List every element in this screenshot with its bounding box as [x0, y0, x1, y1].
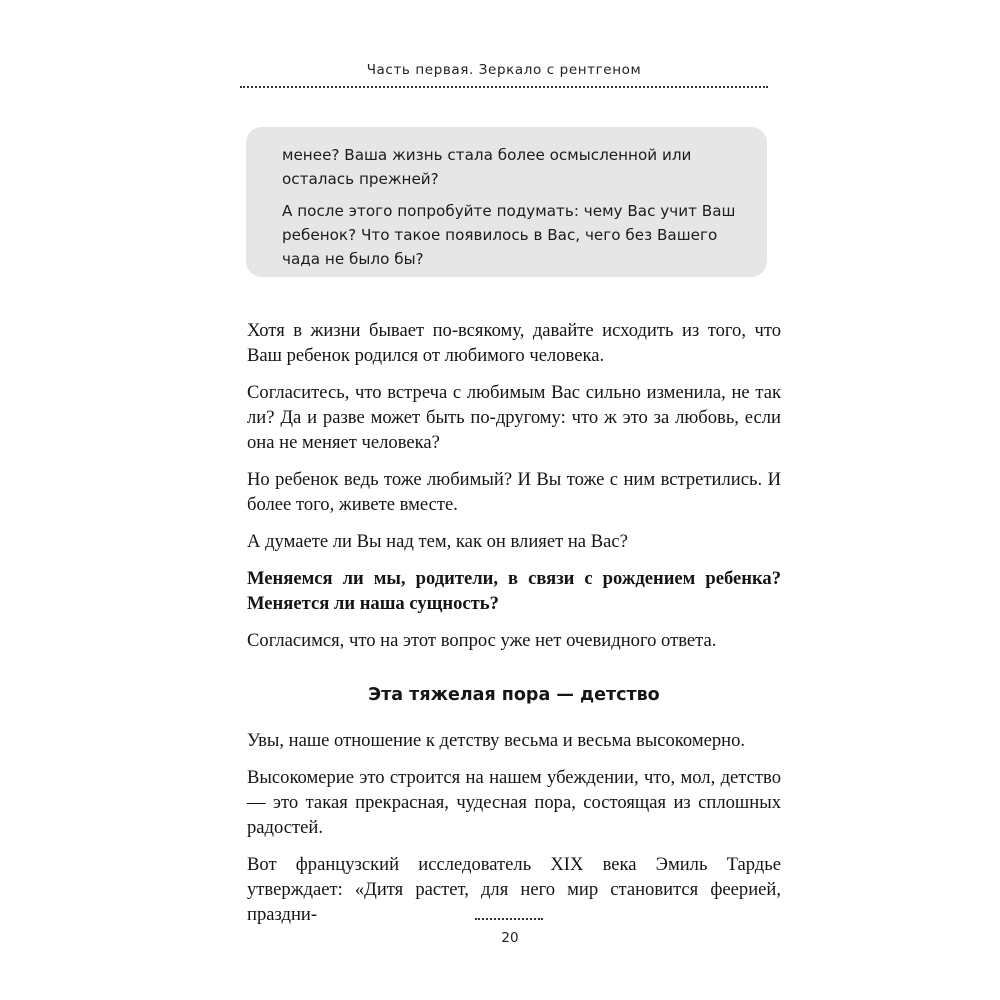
callout-box: [246, 127, 767, 277]
body-paragraph: Вот французский исследователь XIX века Эмиль Тардье утверждает: «Дитя растет, для него мир становится феерией, праздни-: [247, 854, 781, 925]
body-paragraph: Но ребенок ведь тоже любимый? И Вы тоже с ним встретились. И более того, живете вместе.: [247, 469, 781, 515]
page-number: 20: [501, 930, 519, 946]
body-text: [247, 318, 781, 939]
body-paragraph: Согласимся, что на этот вопрос уже нет очевидного ответа.: [247, 630, 717, 651]
footer-dotted-rule: [475, 918, 543, 920]
bold-question-paragraph: Меняемся ли мы, родители, в связи с рождением ребенка? Меняется ли наша сущность?: [247, 568, 781, 614]
callout-paragraph: А после этого попробуйте подумать: чему Вас учит Ваш ребенок? Что такое появилось в Вас, чего без Вашего чада не было бы?: [282, 202, 736, 268]
header-dotted-rule: [240, 86, 768, 88]
callout-paragraph: менее? Ваша жизнь стала более осмысленной или осталась прежней?: [282, 146, 692, 188]
body-paragraph: Высокомерие это строится на нашем убеждении, что, мол, детство — это такая прекрасная, чудесная пора, состоящая из сплошных радостей.: [247, 767, 781, 838]
body-paragraph: Увы, наше отношение к детству весьма и весьма высокомерно.: [247, 730, 746, 751]
section-heading: Эта тяжелая пора — детство: [368, 685, 660, 705]
running-head: Часть первая. Зеркало с рентгеном: [366, 62, 642, 78]
body-paragraph: Хотя в жизни бывает по-всякому, давайте исходить из того, что Ваш ребенок родился от любимого человека.: [247, 320, 781, 366]
body-paragraph: Согласитесь, что встреча с любимым Вас сильно изменила, не так ли? Да и разве может быть по-другому: что ж это за любовь, если она не меняет человека?: [247, 382, 781, 453]
body-paragraph: А думаете ли Вы над тем, как он влияет на Вас?: [247, 531, 628, 552]
